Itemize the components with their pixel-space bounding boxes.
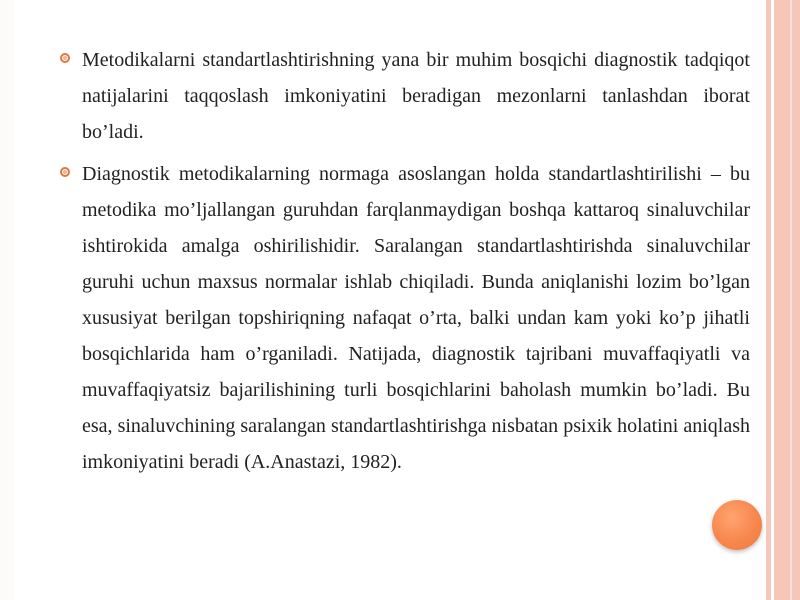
circle-bullet-icon bbox=[60, 53, 70, 63]
orange-circle-decoration bbox=[712, 500, 762, 550]
right-band-inner-line bbox=[771, 0, 774, 600]
bullet-text-1: Metodikalarni standartlashtirishning yana bir muhim bosqichi diagnostik tadqiqot natijalarini taqqoslash imkoniyatini beradigan mezonlarni tanlashdan iborat bo’ladi. bbox=[82, 49, 750, 143]
slide-content bbox=[60, 42, 750, 486]
bullet-item-2 bbox=[60, 156, 750, 480]
bullet-text-2: Diagnostik metodikalarning normaga asoslangan holda standartlashtirilishi – bu metodika mo’ljallangan guruhdan farqlanmaydigan boshqa kattaroq sinaluvchilar ishtirokida amalga oshirilishidir. Saralangan standartlashtirishda sinaluvchilar guruhi uchun maxsus normalar ishlab chiqiladi. Bunda aniqlanishi lozim bo’lgan xususiyat berilgan topshiriqning nafaqat o’rta, balki undan kam yoki ko’p jihatli bosqichlarida ham o’rganiladi. Natijada, diagnostik tajribani muvaffaqiyatli va muvaffaqiyatsiz bajarilishining turli bosqichlarini baholash mumkin bo’ladi. Bu esa, sinaluvchining saralangan standartlashtirishga nisbatan psixik holatini aniqlash imkoniyatini beradi (A.Anastazi, 1982). bbox=[82, 163, 750, 473]
circle-bullet-icon bbox=[60, 167, 70, 177]
bullet-item-1 bbox=[60, 42, 750, 150]
right-band-outer-line bbox=[790, 0, 792, 600]
left-border-strip bbox=[0, 0, 14, 600]
